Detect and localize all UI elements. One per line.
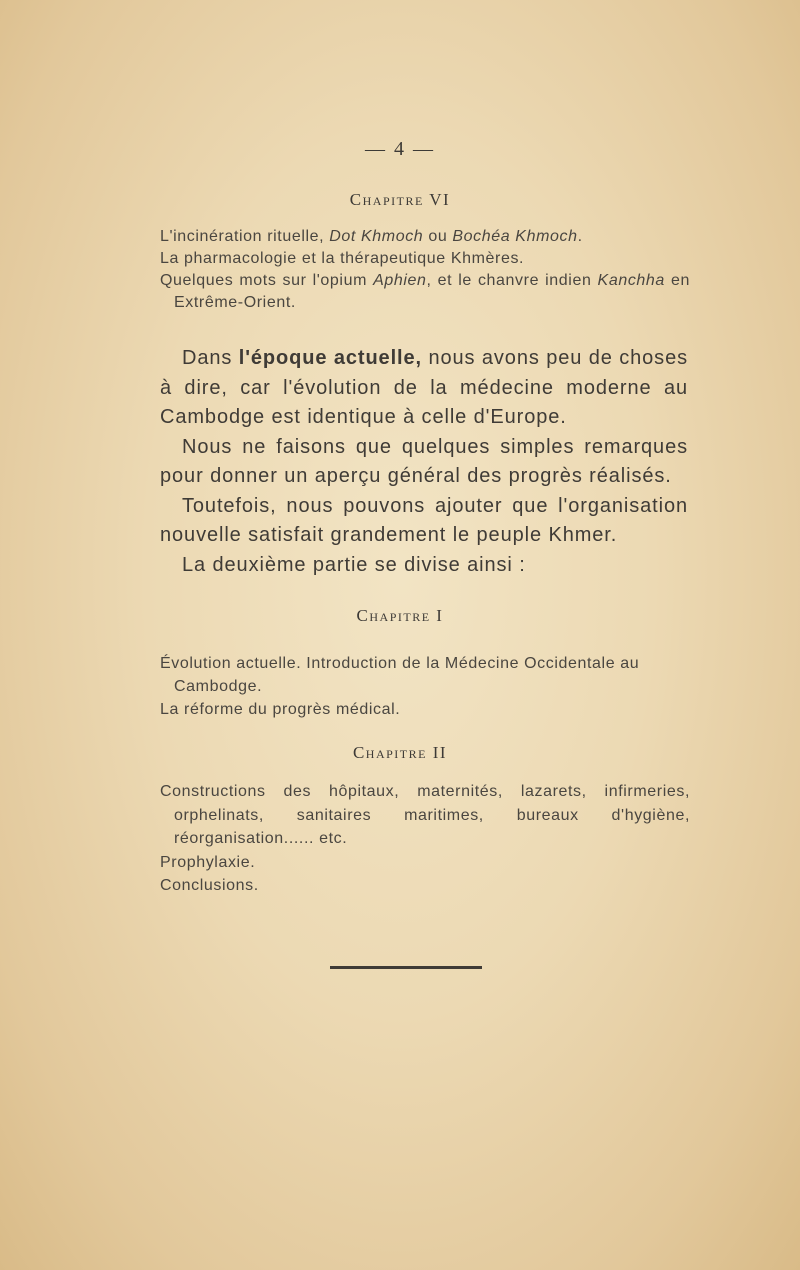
chapter-vi-heading: Chapitre VI: [349, 190, 451, 209]
chapter-vi-entry-incineration: L'incinération rituelle, Dot Khmoch ou Bochéa Khmoch.: [160, 228, 583, 245]
section-separator-rule: [330, 966, 482, 969]
chapter-vi-entry-pharmacologie: La pharmacologie et la thérapeutique Khmères.: [160, 250, 525, 267]
chapter-i-heading: Chapitre I: [356, 606, 444, 625]
paragraph-remarques: Nous ne faisons que quelques simples remarques pour donner un aperçu général des progrès réalisés.: [160, 435, 688, 487]
chapter-vi-contents: [160, 226, 690, 314]
page-number: — 4 —: [365, 138, 435, 160]
chapter-ii-entry-prophylaxie: Prophylaxie.: [160, 853, 256, 871]
paragraph-epoque-actuelle: Dans l'époque actuelle, nous avons peu de choses à dire, car l'évolution de la médecine moderne au Cambodge est identique à celle d'Europe.: [160, 347, 688, 428]
chapter-ii-contents: [160, 780, 690, 898]
chapter-i-contents: [160, 652, 690, 721]
chapter-i-entry-reforme: La réforme du progrès médical.: [160, 701, 401, 718]
chapter-ii-heading: Chapitre II: [352, 743, 448, 762]
chapter-ii-entry-conclusions: Conclusions.: [160, 877, 259, 894]
paragraph-organisation: Toutefois, nous pouvons ajouter que l'organisation nouvelle satisfait grandement le peuple Khmer.: [160, 494, 688, 546]
paragraph-deuxieme-partie: La deuxième partie se divise ainsi :: [182, 553, 526, 576]
chapter-ii-entry-constructions: Constructions des hôpitaux, maternités, lazarets, infirmeries, orphelinats, sanitaires maritimes, bureaux d'hygiène, réorganisation...... etc.: [160, 783, 690, 847]
chapter-vi-entry-opium: Quelques mots sur l'opium Aphien, et le chanvre indien Kanchha en Extrême-Orient.: [160, 272, 690, 311]
chapter-i-entry-evolution: Évolution actuelle. Introduction de la Médecine Occidentale au Cambodge.: [160, 655, 640, 695]
body-text: [160, 344, 688, 580]
